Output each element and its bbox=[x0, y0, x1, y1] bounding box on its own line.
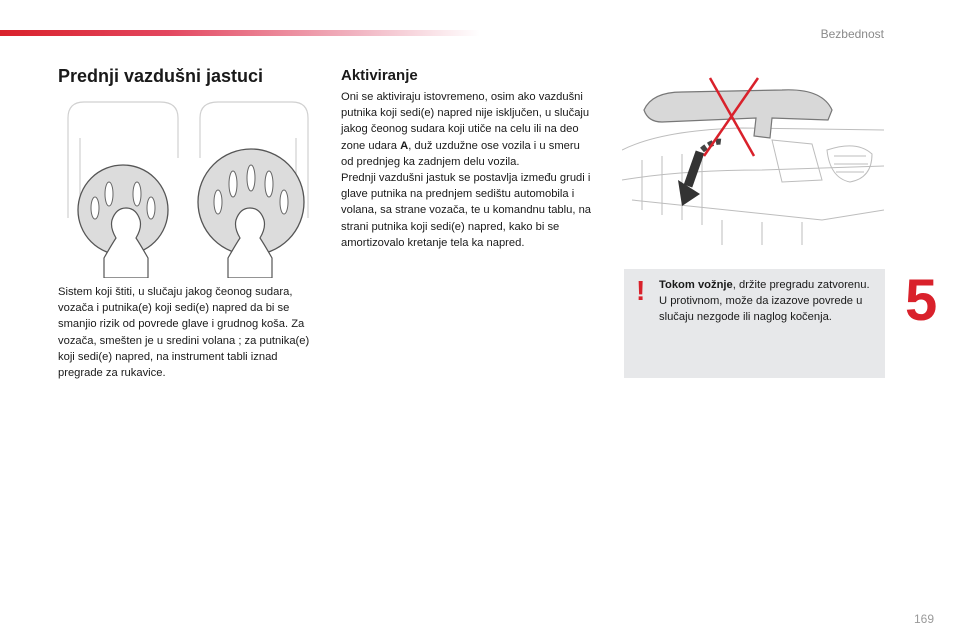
section-title-activation: Aktiviranje bbox=[341, 67, 418, 84]
chapter-number: 5 bbox=[905, 268, 938, 333]
warning-icon: ! bbox=[636, 275, 646, 306]
activation-paragraph-2: Prednji vazdušni jastuk se postavlja između grudi i glave putnika na prednjem sedištu automobila i volana, sa strane vozača, te u komandnu tablu, na strani putnika koji sedi(e) napred, kako bi se amortizovalo kretanje tela ka napred. bbox=[341, 172, 592, 249]
airbag-illustration bbox=[60, 98, 316, 278]
warning-text: Tokom vožnje, držite pregradu zatvorenu. U protivnom, može da izazove povrede u slučaju nezgode ili naglog kočenja. bbox=[659, 279, 870, 324]
activation-text bbox=[341, 89, 591, 251]
page-title: Prednji vazdušni jastuci bbox=[58, 66, 264, 86]
dashboard-glovebox-illustration bbox=[622, 70, 884, 245]
zone-a-label: A bbox=[400, 139, 409, 152]
header-accent-bar bbox=[0, 30, 480, 36]
page-number: 169 bbox=[913, 612, 934, 626]
activation-paragraph-1: Oni se aktiviraju istovremeno, osim ako vazdušni putnika koji sedi(e) napred nije isključen, u slučaju jakog čeonog sudara koji utiče na celu ili na deo zone udara A, duž uzdužne ose vozila i u smeru od prednjeg ka zadnjem delu vozila. bbox=[341, 91, 590, 168]
warning-box bbox=[624, 269, 885, 378]
section-label: Bezbednost bbox=[820, 27, 884, 41]
intro-paragraph: Sistem koji štiti, u slučaju jakog čeonog sudara, vozača i putnika(e) koji sedi(e) napred da bi se smanjio rizik od povrede glave i grudnog koša. Za vozača, smešten je u sredini volana ; za putnika(e) koji sedi(e) napred, na instrument tabli iznad pregrade za rukavice. bbox=[58, 286, 310, 380]
